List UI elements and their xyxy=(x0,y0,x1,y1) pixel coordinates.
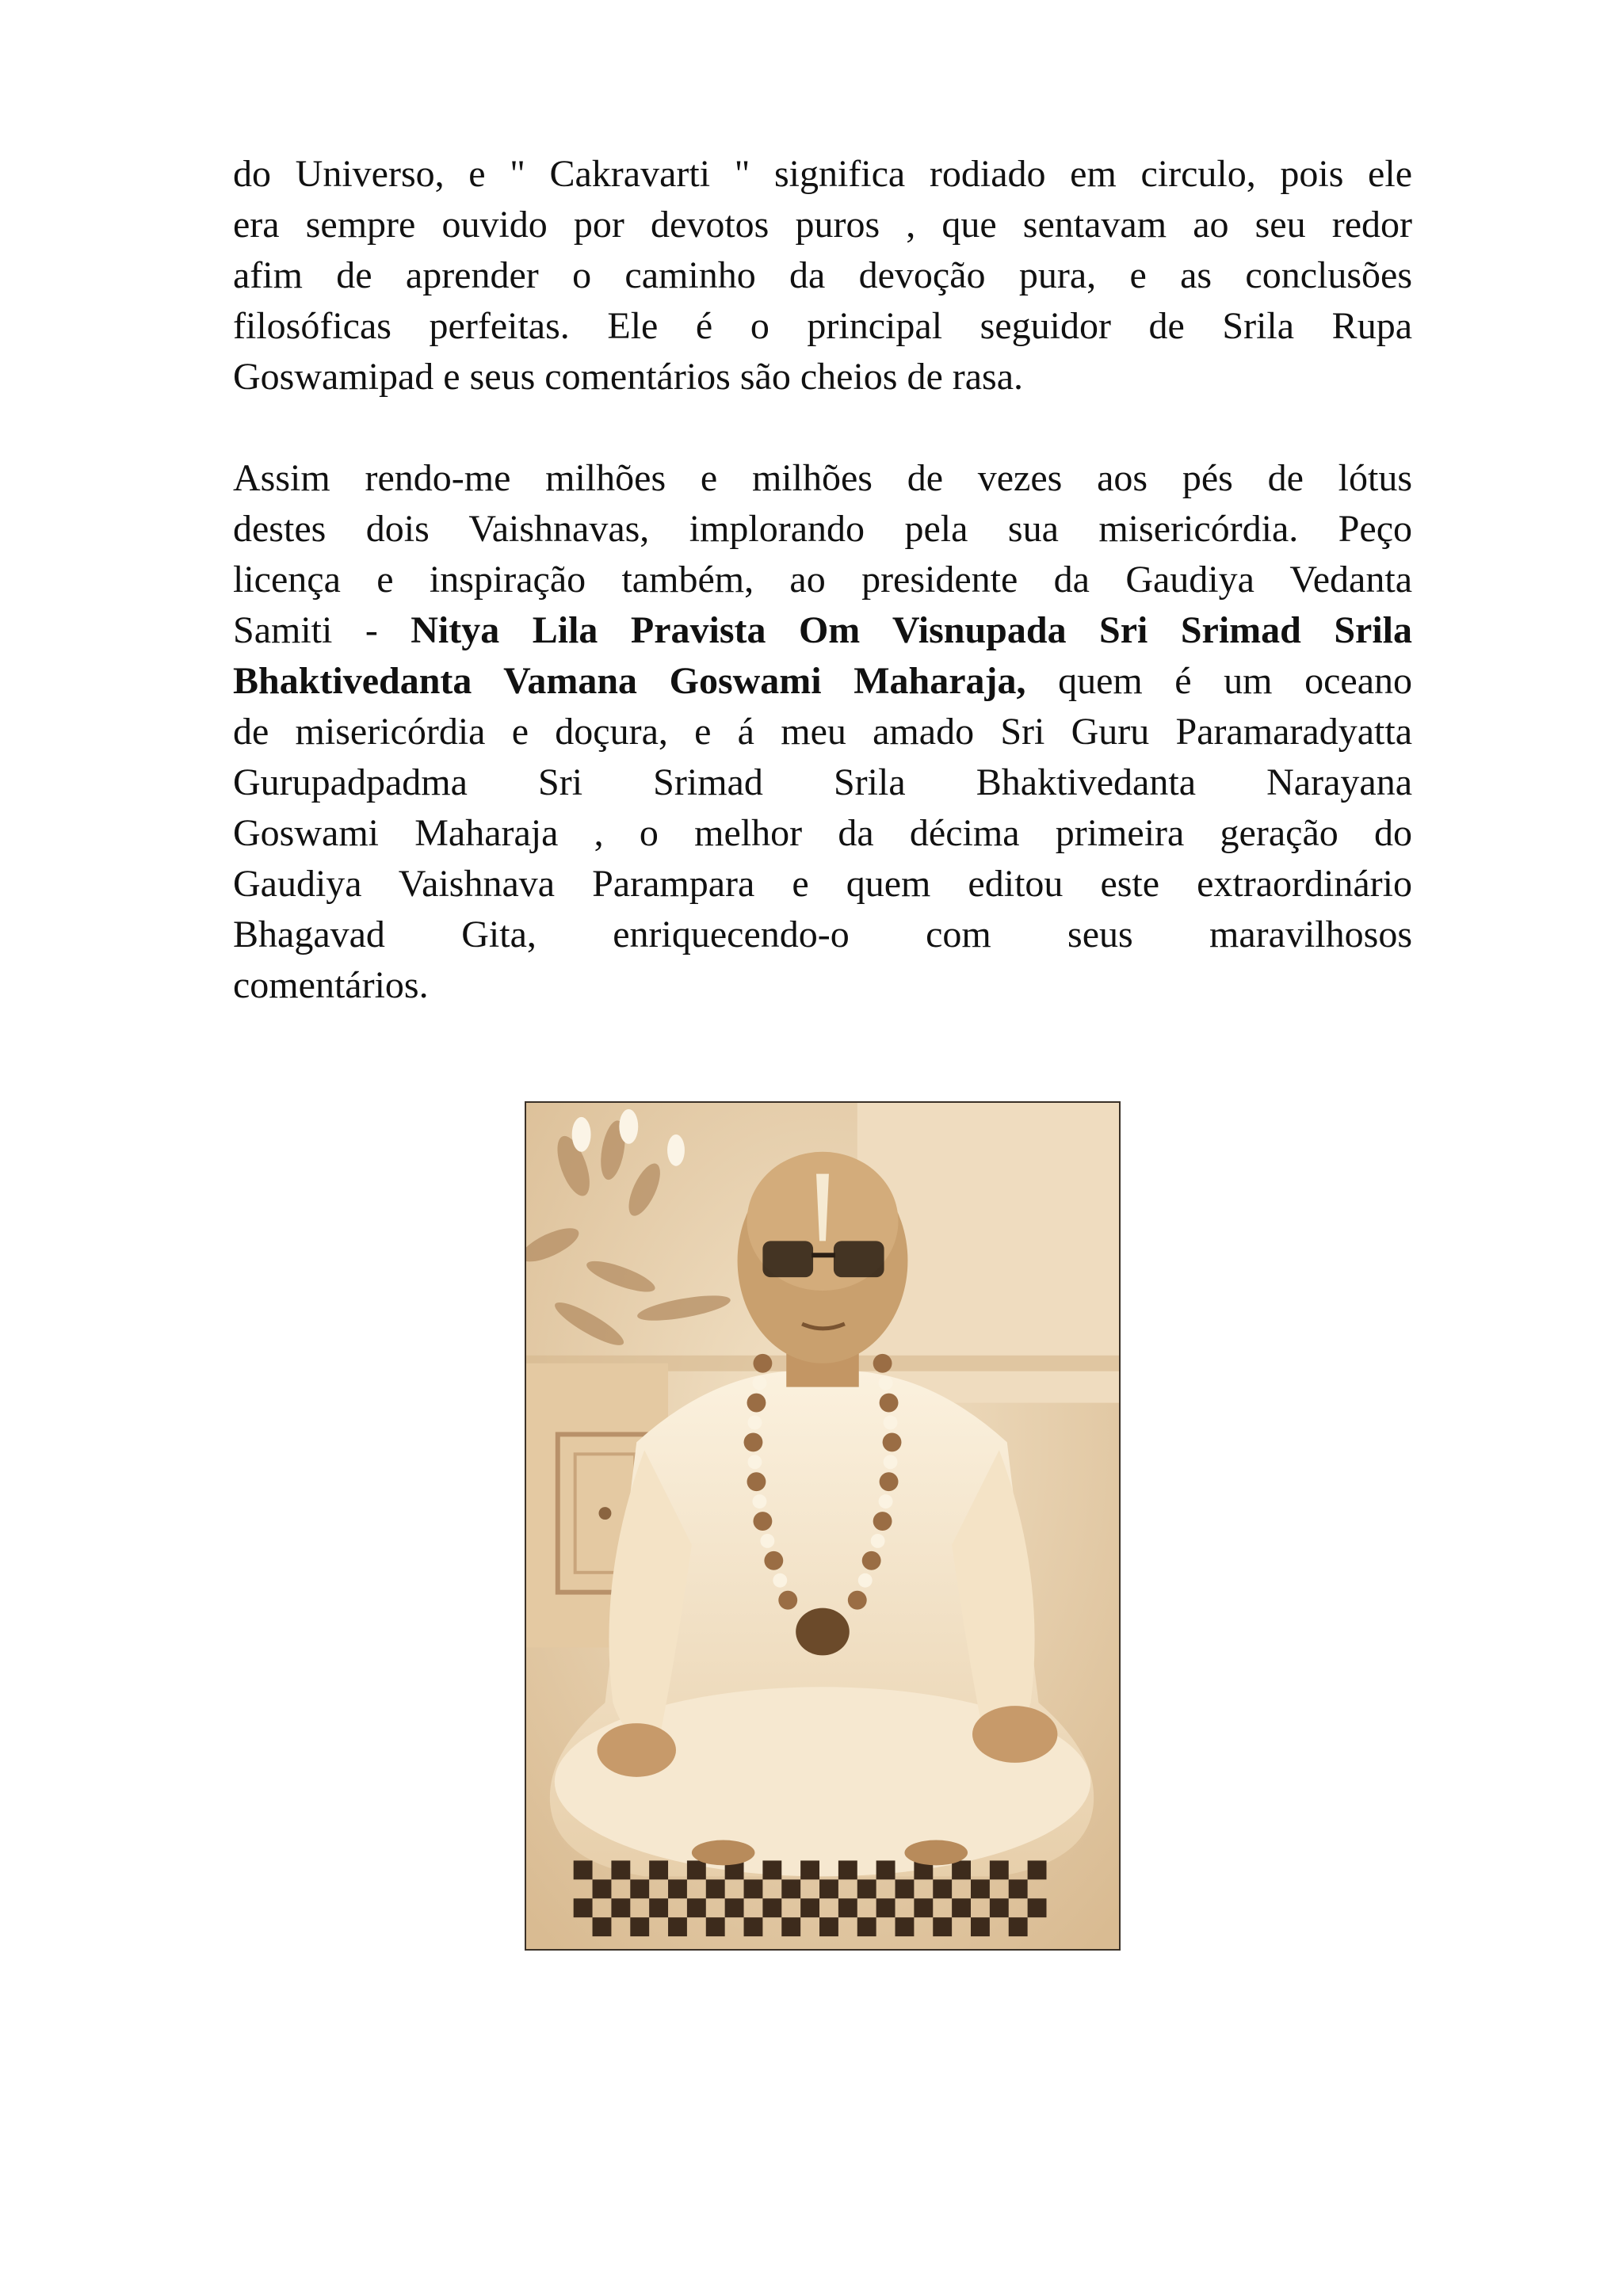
paragraph-line-mixed xyxy=(233,656,1412,707)
paragraph-line: licença e inspiração também, ao presidente da Gaudiya Vedanta xyxy=(233,559,1412,601)
paragraph-line: destes dois Vaishnavas, implorando pela sua misericórdia. Peço xyxy=(233,508,1412,550)
plain-text: quem é um oceano xyxy=(1025,660,1412,702)
paragraph-line: era sempre ouvido por devotos puros , que sentavam ao seu redor xyxy=(233,204,1412,246)
sepia-portrait-photo xyxy=(525,1101,1121,1951)
paragraph-2 xyxy=(233,453,1412,1011)
paragraph-line: Assim rendo-me milhões e milhões de vezes aos pés de lótus xyxy=(233,457,1412,499)
paragraph-line: Gurupadpadma Sri Srimad Srila Bhaktivedanta Narayana xyxy=(233,761,1412,803)
paragraph-line: filosóficas perfeitas. Ele é o principal seguidor de Srila Rupa xyxy=(233,305,1412,347)
paragraph-line: comentários. xyxy=(233,964,429,1006)
paragraph-line: do Universo, e " Cakravarti " significa rodiado em circulo, pois ele xyxy=(233,153,1412,195)
bold-name-text: Nitya Lila Pravista Om Visnupada Sri Srimad Srila xyxy=(411,609,1412,651)
portrait-illustration xyxy=(526,1103,1119,1949)
paragraph-line: de misericórdia e doçura, e á meu amado Sri Guru Paramaradyatta xyxy=(233,711,1412,753)
paragraph-line: Bhagavad Gita, enriquecendo-o com seus maravilhosos xyxy=(233,913,1412,955)
plain-text: Samiti - xyxy=(233,609,411,651)
paragraph-line-mixed xyxy=(233,605,1412,656)
paragraph-line: Goswamipad e seus comentários são cheios de rasa. xyxy=(233,356,1024,398)
paragraph-1 xyxy=(233,149,1412,402)
bold-name-text: Bhaktivedanta Vamana Goswami Maharaja, xyxy=(233,660,1026,702)
paragraph-line: Goswami Maharaja , o melhor da décima primeira geração do xyxy=(233,812,1412,854)
paragraph-line: afim de aprender o caminho da devoção pura, e as conclusões xyxy=(233,254,1412,296)
paragraph-line: Gaudiya Vaishnava Parampara e quem editou este extraordinário xyxy=(233,863,1412,905)
